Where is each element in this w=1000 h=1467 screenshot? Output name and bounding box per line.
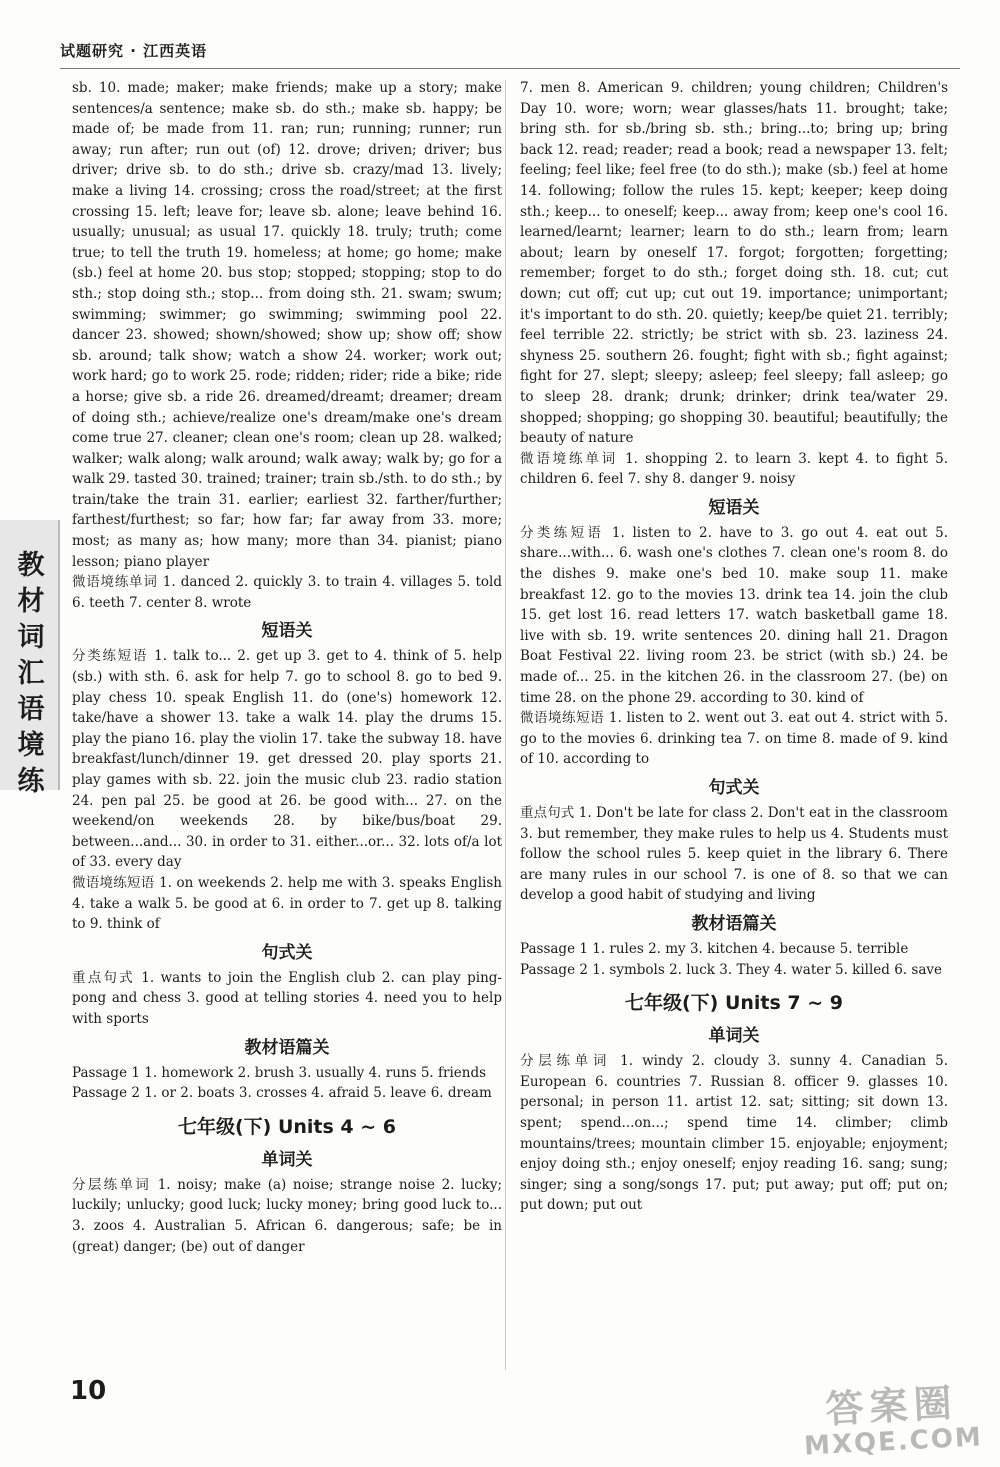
section-heading: 句式关 bbox=[261, 942, 313, 963]
section-heading: 句式关 bbox=[708, 778, 760, 798]
answer-paragraph: Passage 2 1. or 2. boats 3. crosses 4. afraid 5. leave 6. dream bbox=[72, 1085, 492, 1102]
right-column bbox=[520, 78, 948, 1216]
answer-paragraph: Passage 1 1. rules 2. my 3. kitchen 4. because 5. terrible bbox=[520, 940, 909, 957]
section-heading: 短语关 bbox=[708, 497, 760, 518]
section-heading: 教材语篇关 bbox=[691, 913, 777, 934]
answer-paragraph: 分类练短语 1. talk to... 2. get up 3. get to 4. think of 5. help (sb.) with sth. 6. ask for help 7. go to school 8. go to bed 9. play chess 10. speak English 11. do (one's) homework 12. take/have a shower 13. take a walk 14. play the drums 15. play the piano 16. play the violin 17. take the subway 18. have breakfast/lunch/dinner 19. get dressed 20. play sports 21. play games with sb. 22. join the music club 23. radio station 24. pen pal 25. be good at 26. be good with... 27. on the weekend/on weekends 28. by bike/bus/boat 29. between...and... 30. in order to 31. either...or... 32. lots of/a lot of 33. every day bbox=[72, 648, 502, 871]
answer-paragraph: 分层练单词 1. noisy; make (a) noise; strange noise 2. lucky; luckily; unlucky; good luck; lucky money; bring good luck to... 3. zoos 4. Australian 5. African 6. dangerous; safe; be in (great) danger; (be) out of danger bbox=[72, 1176, 502, 1255]
answer-paragraph: Passage 2 1. symbols 2. luck 3. They 4. water 5. killed 6. save bbox=[520, 961, 942, 978]
watermark bbox=[802, 1380, 984, 1461]
unit-heading: 七年级(下) Units 7 ~ 9 bbox=[624, 992, 844, 1015]
page-number: 10 bbox=[70, 1376, 107, 1406]
section-heading: 单词关 bbox=[708, 1026, 760, 1047]
answer-paragraph: 微语境练短语 1. on weekends 2. help me with 3. speaks English 4. take a walk 5. be good at 6. in order to 7. get up 8. talking to 9. think of bbox=[72, 874, 502, 933]
watermark-url: MXQE.COM bbox=[803, 1422, 984, 1462]
answer-paragraph: 重点句式 1. wants to join the English club 2. can play ping-pong and chess 3. good at telling stories 4. need you to help with sports bbox=[72, 969, 502, 1027]
column-divider bbox=[505, 80, 506, 1370]
answer-paragraph: sb. 10. made; maker; make friends; make up a story; make sentences/a sentence; make sb. do sth.; make sb. happy; be made of; be made from 11. ran; run; running; runner; run away; run after; run out (of) 12. drove; driven; driver; bus driver; drive sb. to do sth.; drive sb. crazy/mad 13. lively; make a living 14. crossing; cross the road/street; at the first crossing 15. left; leave for; leave sb. alone; leave behind 16. usually; unusual; as usual 17. quickly 18. truly; truth; come true; to tell the truth 19. homeless; at home; go home; make (sb.) feel at home 20. bus stop; stopped; stopping; stop to do sth.; stop doing sth.; stop... from doing sth. 21. swam; swum; swimming; swimmer; go swimming; swimming pool 22. dancer 23. showed; shown/showed; show up; show off; show sb. around; talk show; watch a show 24. worker; work out; work hard; go to work 25. rode; ridden; rider; ride a bike; ride a horse; give sb. a ride 26. dreamed/dreamt; dreamer; dream of doing sth.; achieve/realize one's dream/make one's dream come true 27. cleaner; clean one's room; clean up 28. walked; walker; walk along; walk around; walk away; walk by; go for a walk 29. tasted 30. trained; trainer; train sb./sth. to do sth.; by train/take the train 31. earlier; earliest 32. farther/further; farthest/furthest; so far; how far; far away from 33. more; most; as many as; how many; more than 34. pianist; piano lesson; piano player bbox=[72, 80, 502, 570]
answer-paragraph: 分层练单词 1. windy 2. cloudy 3. sunny 4. Canadian 5. European 6. countries 7. Russian 8. officer 9. glasses 10. personal; in person 11. artist 12. sat; sitting; sit down 13. spent; spend...on...; spend time 14. climber; climb mountains/trees; mountain climber 15. enjoyable; enjoyment; enjoy doing sth.; enjoy oneself; enjoy reading 16. sang; sung; singer; sing a song/songs 17. put; put away; put off; put on; put down; put out bbox=[520, 1053, 948, 1214]
watermark-logo-text: 答案圈 bbox=[824, 1380, 959, 1432]
section-heading: 单词关 bbox=[261, 1149, 313, 1170]
answer-paragraph: 微语境练短语 1. listen to 2. went out 3. eat out 4. strict with 5. go to the movies 6. drinking tea 7. on time 8. made of 9. kind of 10. according to bbox=[520, 710, 948, 768]
answer-paragraph: 分类练短语 1. listen to 2. have to 3. go out 4. eat out 5. share...with... 6. wash one's clothes 7. clean one's room 8. do the dishes 9. make one's bed 10. make soup 11. make breakfast 12. go to the movies 13. drink tea 14. join the club 15. get lost 16. read letters 17. watch basketball game 18. live with sb. 19. write sentences 20. dining hall 21. Dragon Boat Festival 22. living room 23. be strict (with sb.) 24. be made of... 25. in the kitchen 26. in the classroom 27. (be) on time 28. on the phone 29. according to 30. kind of bbox=[520, 524, 948, 706]
answer-paragraph: 重点句式 1. Don't be late for class 2. Don't eat in the classroom 3. but remember, they make rules to help us 4. Students must follow the school rules 5. keep quiet in the library 6. There are many rules in our school 7. is one of 8. so that we can develop a good habit of studying and living bbox=[520, 805, 948, 904]
header-rule bbox=[60, 68, 960, 69]
side-section-label: 教材词汇语境练 bbox=[17, 550, 45, 797]
unit-heading: 七年级(下) Units 4 ~ 6 bbox=[177, 1115, 397, 1138]
page-header: 试题研究 · 江西英语 bbox=[60, 42, 208, 60]
left-column bbox=[72, 78, 502, 1257]
section-heading: 教材语篇关 bbox=[244, 1037, 330, 1058]
answer-paragraph: Passage 1 1. homework 2. brush 3. usually 4. runs 5. friends bbox=[72, 1064, 487, 1081]
answer-paragraph: 微语境练单词 1. danced 2. quickly 3. to train 4. villages 5. told 6. teeth 7. center 8. wrote bbox=[72, 574, 502, 611]
answer-paragraph: 微语境练单词 1. shopping 2. to learn 3. kept 4. to fight 5. children 6. feel 7. shy 8. danger 9. noisy bbox=[520, 450, 948, 488]
answer-paragraph: 7. men 8. American 9. children; young children; Children's Day 10. wore; worn; wear glasses/hats 11. brought; take; bring sth. for sb./bring sb. sth.; bring...to; bring up; bring back 12. read; reader; read a book; read a newspaper 13. felt; feeling; feel like; feel free (to do sth.); make (sb.) feel at home 14. following; follow the rules 15. kept; keeper; keep doing sth.; keep... to oneself; keep... away from; keep one's cool 16. learned/learnt; learner; learn to do sth.; learn from; learn about; learn by oneself 17. forgot; forgotten; forgetting; remember; forget to do sth.; forget doing sth. 18. cut; cut down; cut off; cut up; cut out 19. importance; unimportant; it's important to do sth. 20. quietly; keep/be quiet 21. terribly; feel terrible 22. strictly; be strict with sb. 23. laziness 24. shyness 25. southern 26. fought; fight with sb.; fight against; fight for 27. slept; sleepy; asleep; feel sleepy; fall asleep; go to sleep 28. drank; drunk; drinker; drink tea/water 29. shopped; shopping; go shopping 30. beautiful; beautifully; the beauty of nature bbox=[520, 80, 948, 447]
section-heading: 短语关 bbox=[261, 621, 313, 642]
